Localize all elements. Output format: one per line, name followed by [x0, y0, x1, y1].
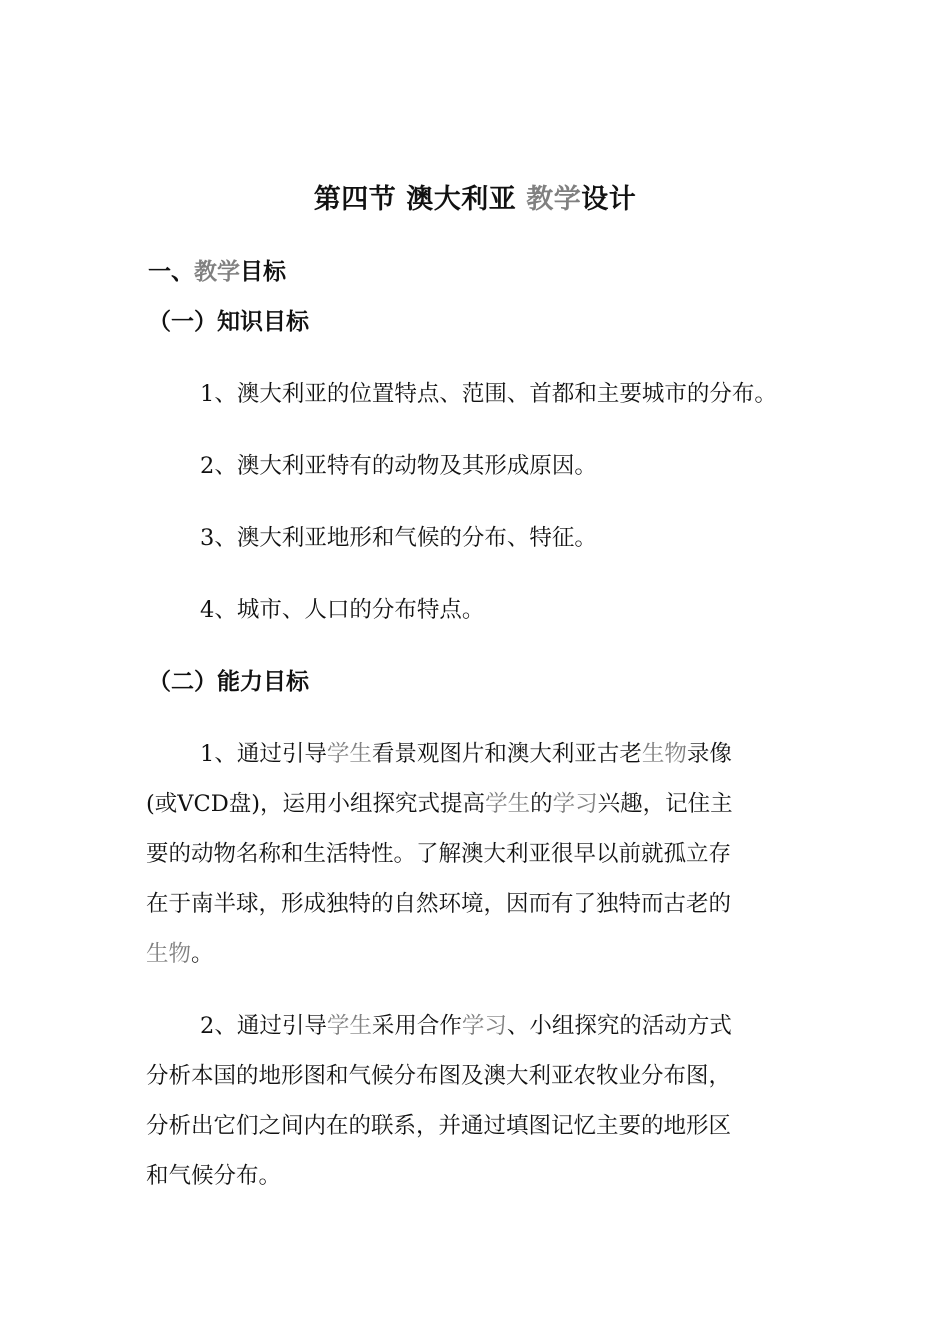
section-number: 一、: [148, 259, 194, 285]
text-run: 的: [530, 791, 553, 817]
text-run: 录像: [686, 741, 732, 767]
title-teaching-word: 教学: [526, 184, 582, 215]
highlight-study: 学习: [552, 791, 598, 817]
highlight-study: 学习: [461, 1013, 507, 1039]
text-run: (或VCD盘)，运用小组探究式提高: [146, 791, 486, 817]
text-run: 看景观图片和澳大利亚古老: [371, 741, 642, 767]
knowledge-item: 4、城市、人口的分布特点。: [200, 597, 485, 623]
knowledge-item: 1、澳大利亚的位置特点、范围、首都和主要城市的分布。: [200, 381, 777, 407]
ability-paragraph-2-line: 分析出它们之间内在的联系，并通过填图记忆主要的地形区: [146, 1113, 732, 1139]
ability-paragraph-2-line: 和气候分布。: [146, 1163, 282, 1189]
ability-paragraph-1-line: 要的动物名称和生活特性。了解澳大利亚很早以前就孤立存: [146, 841, 732, 867]
text-run: 。: [191, 941, 214, 967]
ability-paragraph-2-line: [200, 1010, 732, 1042]
document-title: [0, 182, 950, 218]
title-section-number: 第四节: [313, 184, 397, 215]
text-run: 1、通过引导: [200, 741, 327, 767]
text-run: 、小组探究的活动方式: [506, 1013, 732, 1039]
ability-paragraph-1-line: [146, 788, 733, 820]
title-country: 澳大利亚: [406, 184, 517, 215]
highlight-biology: 生物: [641, 741, 687, 767]
section-heading-teaching-goals: [148, 256, 286, 288]
section-goals-word: 目标: [240, 259, 286, 285]
ability-paragraph-1-line: [146, 938, 214, 970]
highlight-student: 学生: [326, 1013, 372, 1039]
text-run: 采用合作: [371, 1013, 462, 1039]
knowledge-item: 2、澳大利亚特有的动物及其形成原因。: [200, 453, 597, 479]
highlight-student: 学生: [485, 791, 531, 817]
highlight-biology: 生物: [146, 941, 192, 967]
highlight-student: 学生: [326, 741, 372, 767]
subheading-ability-goals: （二）能力目标: [148, 669, 309, 695]
ability-paragraph-1-line: [200, 738, 732, 770]
text-run: 2、通过引导: [200, 1013, 327, 1039]
subheading-knowledge-goals: （一）知识目标: [148, 309, 309, 335]
ability-paragraph-2-line: 分析本国的地形图和气候分布图及澳大利亚农牧业分布图，: [146, 1063, 732, 1089]
text-run: 兴趣，记住主: [597, 791, 733, 817]
knowledge-item: 3、澳大利亚地形和气候的分布、特征。: [200, 525, 597, 551]
section-teaching-word: 教学: [194, 259, 240, 285]
ability-paragraph-1-line: 在于南半球，形成独特的自然环境，因而有了独特而古老的: [146, 891, 732, 917]
title-design-word: 设计: [581, 184, 637, 215]
